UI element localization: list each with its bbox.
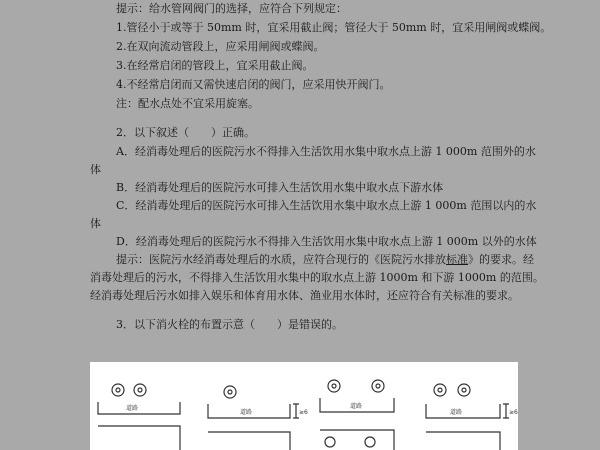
q2-option-a-line2: 体 bbox=[90, 163, 101, 176]
q2-option-c-line2: 体 bbox=[90, 217, 101, 230]
q2-stem: 2．以下叙述（ ）正确。 bbox=[116, 126, 255, 139]
dimension-label: ≥6 bbox=[509, 409, 518, 416]
hint1-rule3: 3.在经常启闭的管段上，宜采用截止阀。 bbox=[116, 59, 314, 72]
hydrant-icon-core bbox=[228, 390, 232, 394]
hydrant-icon bbox=[325, 437, 335, 447]
hint1-note: 注：配水点处不宜采用旋塞。 bbox=[116, 97, 259, 110]
q2-hint-line1-pre: 提示：医院污水经消毒处理后的水质，应符合现行的《医院污水排放 bbox=[116, 253, 446, 266]
hint1-rule1: 1.管径小于或等于 50mm 时，宜采用截止阀；管径大于 50mm 时，宜采用闸阀或蝶阀。 bbox=[116, 21, 552, 34]
road-label: 道路 bbox=[450, 409, 463, 416]
q2-hint-line3: 经消毒处理后污水如排入娱乐和体育用水体、渔业用水体时，还应符合有关标准的要求。 bbox=[90, 289, 519, 302]
hydrant-diagrams-svg bbox=[90, 362, 518, 450]
diagram-c bbox=[320, 380, 394, 450]
diagram-d bbox=[426, 384, 509, 450]
building-outline bbox=[426, 404, 500, 418]
hint1-rule4: 4.不经常启闭而又需快速启闭的阀门，应采用快开阀门。 bbox=[116, 78, 391, 91]
hydrant-icon bbox=[112, 384, 124, 396]
hint1-title: 提示：给水管网阀门的选择，应符合下列规定： bbox=[116, 2, 347, 15]
hydrant-layout-figure bbox=[90, 362, 518, 450]
q2-hint-line2: 消毒处理后的污水，不得排入生活饮用水集中的取水点上游 1000m 和下游 1000m 的范围。 bbox=[90, 271, 544, 284]
hydrant-icon-core bbox=[116, 388, 120, 392]
road-edge bbox=[98, 426, 180, 450]
hint1-rule2: 2.在双向流动管段上，应采用闸阀或蝶阀。 bbox=[116, 40, 325, 53]
q2-hint-line1 bbox=[116, 253, 534, 267]
q2-option-a-line1: A．经消毒处理后的医院污水不得排入生活饮用水集中取水点上游 1 000m 范围外的水 bbox=[116, 145, 536, 158]
road-edge bbox=[208, 432, 290, 450]
road-edge bbox=[426, 432, 500, 450]
standard-link[interactable]: 标准 bbox=[446, 253, 468, 266]
q2-hint-line1-post: 》的要求。经 bbox=[468, 253, 534, 266]
hydrant-icon bbox=[434, 384, 446, 396]
q2-option-b: B．经消毒处理后的医院污水可排入生活饮用水集中取水点下游水体 bbox=[116, 181, 444, 194]
hydrant-icon-core bbox=[138, 388, 142, 392]
hydrant-icon bbox=[134, 384, 146, 396]
hydrant-icon bbox=[224, 386, 236, 398]
hydrant-icon bbox=[365, 437, 375, 447]
q2-option-d: D．经消毒处理后的医院污水不得排入生活饮用水集中取水点上游 1 000m 以外的水体 bbox=[116, 235, 537, 248]
road-label: 道路 bbox=[240, 409, 253, 416]
hydrant-icon bbox=[328, 380, 340, 392]
hydrant-icon bbox=[372, 380, 384, 392]
diagram-a bbox=[98, 384, 180, 450]
hydrant-icon-core bbox=[438, 388, 442, 392]
hydrant-icon bbox=[458, 384, 470, 396]
diagram-b bbox=[208, 386, 299, 450]
building-outline bbox=[98, 402, 180, 414]
road-label: 道路 bbox=[350, 403, 363, 410]
q3-stem: 3．以下消火栓的布置示意（ ）是错误的。 bbox=[116, 318, 343, 331]
road-label: 道路 bbox=[126, 405, 139, 412]
hydrant-icon-core bbox=[462, 388, 466, 392]
dimension-label: ≥6 bbox=[299, 409, 308, 416]
hydrant-icon-core bbox=[332, 384, 336, 388]
q2-option-c-line1: C．经消毒处理后的医院污水可排入生活饮用水集中取水点上游 1 000m 范围以内的水 bbox=[116, 199, 537, 212]
hydrant-icon-core bbox=[376, 384, 380, 388]
